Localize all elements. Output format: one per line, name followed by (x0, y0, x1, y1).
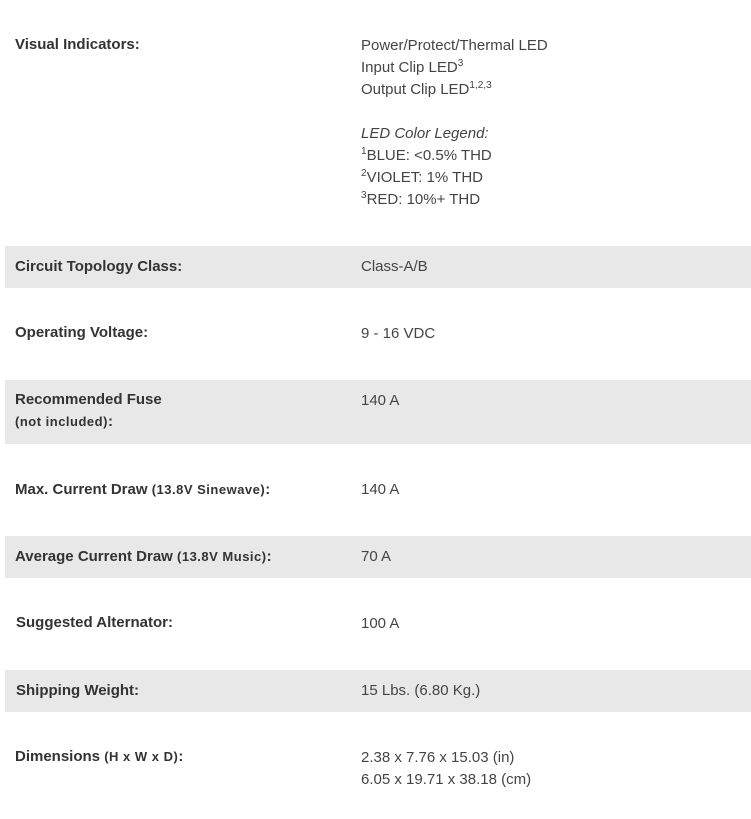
spec-value: 100 A (361, 615, 400, 632)
spec-value (361, 35, 548, 211)
led-line: Power/Protect/Thermal LED (361, 37, 548, 54)
spec-value: 140 A (361, 392, 400, 409)
spec-label: Recommended Fuse (not included): (15, 391, 162, 430)
spec-label: Visual Indicators: (15, 36, 140, 53)
spec-row-topology (5, 246, 751, 288)
legend-title: LED Color Legend: (361, 125, 489, 142)
spec-value: 2.38 x 7.76 x 15.03 (in) 6.05 x 19.71 x 38.18 (cm) (361, 749, 532, 788)
led-line: Input Clip LED$^3$ (361, 58, 464, 76)
spec-label: Operating Voltage: (15, 324, 149, 341)
spec-label: Dimensions (H x W x D): (15, 748, 184, 765)
spec-label: Circuit Topology Class: (15, 258, 183, 275)
spec-row-weight (5, 670, 751, 712)
spec-row-fuse (5, 380, 751, 444)
legend-item: $^2$VIOLET: 1% THD (361, 168, 483, 186)
spec-row-alternator (5, 578, 751, 670)
spec-value: 15 Lbs. (6.80 Kg.) (361, 682, 481, 699)
legend-item: $^1$BLUE: <0.5% THD (361, 146, 492, 164)
spec-row-dimensions (5, 712, 751, 819)
spec-row-voltage (5, 288, 751, 380)
spec-row-avg-draw (5, 536, 751, 578)
spec-row-max-draw (5, 444, 751, 536)
spec-value: Class-A/B (361, 258, 428, 275)
spec-label: Average Current Draw (13.8V Music): (15, 548, 272, 565)
spec-label: Shipping Weight: (16, 682, 140, 699)
spec-label: Max. Current Draw (13.8V Sinewave): (15, 481, 271, 498)
spec-value: 9 - 16 VDC (361, 325, 436, 342)
spec-row-visual-indicators (5, 0, 751, 246)
led-line: Output Clip LED$^{1,2,3}$ (361, 80, 492, 98)
spec-label: Suggested Alternator: (16, 614, 173, 631)
spec-value: 70 A (361, 548, 392, 565)
legend-item: $^3$RED: 10%+ THD (361, 190, 481, 208)
spec-value: 140 A (361, 481, 400, 498)
